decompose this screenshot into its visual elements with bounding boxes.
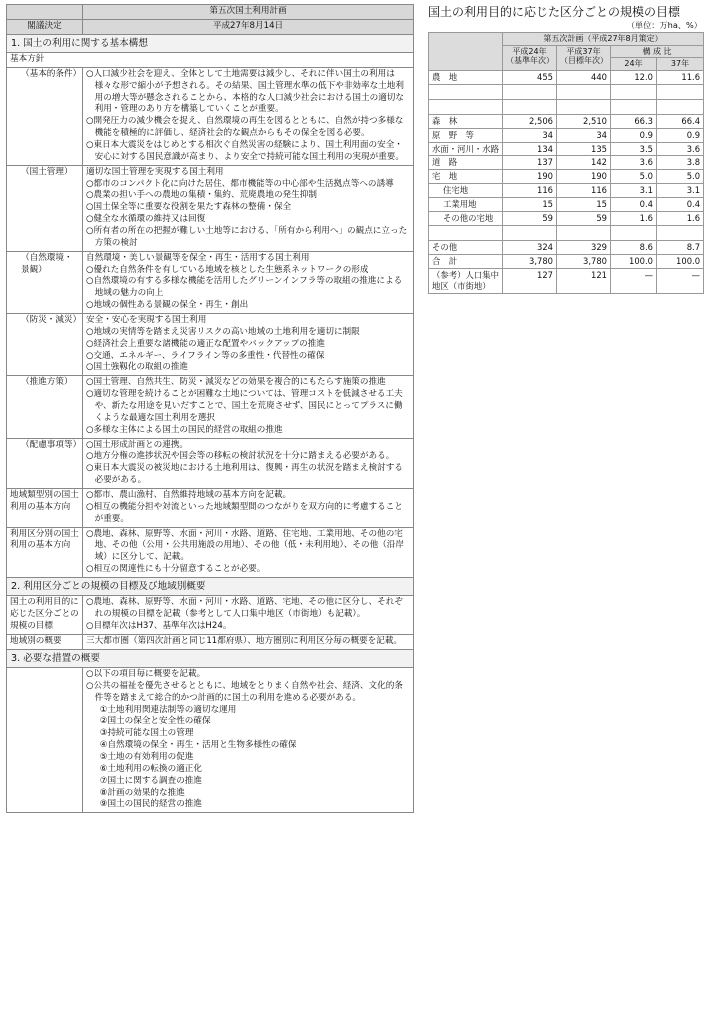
cell-v24: 34 xyxy=(503,128,557,142)
cell-r37: 11.6 xyxy=(657,70,704,84)
list-item: ○東日本大震災をはじめとする相次ぐ自然災害の経験により、国土利用面の安全・安心に対する国民意識が高まり、より安全で持続可能な国土利用の実現が重要。 xyxy=(86,139,404,162)
col-h24-sub: （基準年次） xyxy=(506,56,554,66)
row-content-nature-landscape xyxy=(83,251,414,313)
list-item: ○開発圧力の減少機会を捉え、自然環境の再生を図るとともに、自然が持つ多様な機能を積極的に評価し、経済社会的な観点からもその保全を図る必要。 xyxy=(86,116,404,139)
cell-v24: 455 xyxy=(503,70,557,84)
row-name: 宅 地 xyxy=(429,170,503,184)
row-label-use-category: 利用区分別の国土利用の基本方向 xyxy=(7,527,83,577)
section-3-title: 3. 必要な措置の概要 xyxy=(7,649,414,667)
list-item: ○地方分権の進捗状況や国会等の移転の検討状況を十分に踏まえる必要がある。 xyxy=(86,451,395,462)
col-h37-sub: （目標年次） xyxy=(560,56,608,66)
list-item: ○国土管理、自然共生、防災・減災などの効果を複合的にもたらす施策の推進 xyxy=(86,377,386,388)
row-content-land-management xyxy=(83,165,414,251)
cell-r37: 0.9 xyxy=(657,128,704,142)
cell-v37: 329 xyxy=(557,241,611,255)
row-content-scale-target xyxy=(83,596,414,635)
col-h37-header xyxy=(557,45,611,70)
cell-v37: 116 xyxy=(557,184,611,198)
row-name: その他 xyxy=(429,241,503,255)
row-content-measures xyxy=(83,667,414,812)
section-2-title: 2. 利用区分ごとの規模の目標及び地域別概要 xyxy=(7,578,414,596)
row-content-basic-conditions xyxy=(83,67,414,165)
row-name: 道 路 xyxy=(429,156,503,170)
cell-r37: 3.6 xyxy=(657,142,704,156)
list-item: ○東日本大震災の被災地における土地利用は、復興・再生の状況を踏まえ検討する必要がある。 xyxy=(86,463,403,486)
cell-r24: 5.0 xyxy=(611,170,657,184)
list-item: ○以下の項目毎に概要を記載。 xyxy=(86,668,206,679)
list-item: ○人口減少社会を迎え、全体として土地需要は減少し、それに伴い国土の利用は様々な形で縮小が予想される。その結果、国土管理水準の低下や非効率な土地利用の増大等が懸念されることから、本格的な人口減少社会における国土の適切な利用・管理のあり方を構築していくことが重要。 xyxy=(86,68,404,115)
row-content-promotion xyxy=(83,376,414,438)
measure-item: ⑧計画の効果的な推進 xyxy=(99,787,185,798)
list-heading: 適切な国土管理を実現する国土利用 xyxy=(86,166,224,177)
cell-r37: 100.0 xyxy=(657,255,704,269)
cell-v37: 142 xyxy=(557,156,611,170)
table-row xyxy=(429,170,704,184)
cell-v24: 2,506 xyxy=(503,114,557,128)
list-item: ○経済社会上重要な諸機能の適正な配置やバックアップの推進 xyxy=(86,338,325,349)
row-label-region-type: 地域類型別の国土利用の基本方向 xyxy=(7,489,83,528)
list-item: ○国土形成計画との連携。 xyxy=(86,439,189,450)
cell-v37: 135 xyxy=(557,142,611,156)
list-item: ○健全な水循環の維持又は回復 xyxy=(86,214,206,225)
table-row xyxy=(429,156,704,170)
cell-r37: 1.6 xyxy=(657,212,704,226)
table-row xyxy=(429,70,704,84)
cell-v24: 137 xyxy=(503,156,557,170)
decision-label: 閣議決定 xyxy=(7,19,83,34)
cell-r24: 3.1 xyxy=(611,184,657,198)
table-row xyxy=(429,212,704,226)
row-content-region-type xyxy=(83,489,414,528)
row-name: 工業用地 xyxy=(429,198,503,212)
list-heading: 自然環境・美しい景観等を保全・再生・活用する国土利用 xyxy=(86,252,310,263)
ratio-24-header: 24年 xyxy=(611,58,657,71)
cell-r24: — xyxy=(611,268,657,293)
cell-r37: 5.0 xyxy=(657,170,704,184)
cell-v24: 59 xyxy=(503,212,557,226)
cell-v37: 190 xyxy=(557,170,611,184)
cell-r24: 3.5 xyxy=(611,142,657,156)
table-row xyxy=(429,241,704,255)
table-row-reference xyxy=(429,268,704,293)
measure-item: ①土地利用関連法制等の適切な運用 xyxy=(99,704,237,715)
table-row xyxy=(429,128,704,142)
cell-r24: 12.0 xyxy=(611,70,657,84)
col-h24-label: 平成24年 xyxy=(512,46,547,56)
row-name: 原 野 等 xyxy=(429,128,503,142)
list-heading: 安全・安心を実現する国土利用 xyxy=(86,315,207,325)
list-item: ○公共の福祉を優先させるとともに、地域をとりまく自然や社会、経済、文化的条件等を踏まえて総合的かつ計画的に国土の利用を進める必要がある。 xyxy=(86,680,403,703)
row-name: 農 地 xyxy=(429,70,503,84)
row-label-considerations: （配慮事項等） xyxy=(7,438,83,488)
list-item: ○地域の個性ある景観の保全・再生・創出 xyxy=(86,300,249,311)
cell-v37: 440 xyxy=(557,70,611,84)
cell-r37: 66.4 xyxy=(657,114,704,128)
row-name: その他の宅地 xyxy=(429,212,503,226)
cell-r24: 66.3 xyxy=(611,114,657,128)
cell-r24: 100.0 xyxy=(611,255,657,269)
list-item: ○適切な管理を続けることが困難な土地については、管理コストを低減させる工夫や、新たな用途を見いだすことで、国土を荒廃させず、国民にとってプラスに働くような最適な国土利用を選択 xyxy=(86,389,403,423)
cell-v37: 2,510 xyxy=(557,114,611,128)
row-content-regional-overview: 三大都市圏（第四次計画と同じ11都府県）、地方圏別に利用区分毎の概要を記載。 xyxy=(83,634,414,649)
decision-date: 平成27年8月14日 xyxy=(83,19,414,34)
row-content-use-category xyxy=(83,527,414,577)
table-row xyxy=(429,184,704,198)
scale-target-table xyxy=(428,32,704,294)
measure-item: ②国土の保全と安全性の確保 xyxy=(99,716,211,727)
col-h24-header xyxy=(503,45,557,70)
cell-v24: 324 xyxy=(503,241,557,255)
measure-item: ④自然環境の保全・再生・活用と生物多様性の確保 xyxy=(99,740,297,751)
cell-v24: 116 xyxy=(503,184,557,198)
scale-target-title: 国土の利用目的に応じた区分ごとの規模の目標 xyxy=(428,5,681,19)
row-name: 合 計 xyxy=(429,255,503,269)
plan-summary-table xyxy=(6,4,414,813)
measure-item: ③持続可能な国土の管理 xyxy=(99,728,194,739)
cell-v24: 3,780 xyxy=(503,255,557,269)
list-item: ○農地、森林、原野等、水面・河川・水路、道路、住宅地、工業用地、その他の宅地、その他（公用・公共用施設の用地）、その他（低・未利用地）、その他（沿岸域）に区分して、記載。 xyxy=(86,528,404,563)
list-item: ○目標年次はH37、基準年次はH24。 xyxy=(86,621,232,631)
list-item: ○所有者の所在の把握が難しい土地等における、「所有から利用へ」の観点に立った方策の検討 xyxy=(86,225,408,248)
row-content-considerations xyxy=(83,438,414,488)
cell-r24: 8.6 xyxy=(611,241,657,255)
row-name: 住宅地 xyxy=(429,184,503,198)
row-name: （参考）人口集中地区（市街地） xyxy=(429,268,503,293)
cell-r37: 3.8 xyxy=(657,156,704,170)
row-label-basic-conditions: （基本的条件） xyxy=(7,67,83,165)
list-item: ○農業の担い手への農地の集積・集約、荒廃農地の発生抑制 xyxy=(86,190,317,201)
cell-v24: 134 xyxy=(503,142,557,156)
plan-name-header: 第五次国土利用計画 xyxy=(83,5,414,20)
row-label-nature-landscape: （自然環境・景観） xyxy=(7,251,83,313)
cell-v37: 121 xyxy=(557,268,611,293)
cell-r37: 8.7 xyxy=(657,241,704,255)
unit-note: （単位：万ha、%） xyxy=(626,20,702,30)
measure-item: ⑤土地の有効利用の促進 xyxy=(99,751,194,762)
row-label-measures-empty xyxy=(7,667,83,812)
list-item: ○国土強靱化の取組の推進 xyxy=(86,362,189,373)
section-1-title: 1. 国土の利用に関する基本構想 xyxy=(7,34,414,52)
basic-policy-label: 基本方針 xyxy=(7,52,414,67)
row-label-promotion: （推進方策） xyxy=(7,376,83,438)
list-item: ○地域の実情等を踏まえ災害リスクの高い地域の土地利用を適切に制限 xyxy=(86,326,360,337)
table-row xyxy=(429,198,704,212)
col-h37-label: 平成37年 xyxy=(566,46,601,56)
row-label-scale-target: 国土の利用目的に応じた区分ごとの規模の目標 xyxy=(7,596,83,635)
list-item: ○自然環境の有する多様な機能を活用したグリーンインフラ等の取組の推進による地域の魅力の向上 xyxy=(86,276,403,299)
cell-r37: — xyxy=(657,268,704,293)
cell-r37: 0.4 xyxy=(657,198,704,212)
row-label-land-management: （国土管理） xyxy=(7,165,83,251)
cell-v24: 127 xyxy=(503,268,557,293)
cell-r24: 0.4 xyxy=(611,198,657,212)
measure-item: ⑥土地利用の転換の適正化 xyxy=(99,763,202,774)
cell-r24: 1.6 xyxy=(611,212,657,226)
table-row-total xyxy=(429,255,704,269)
row-name: 森 林 xyxy=(429,114,503,128)
list-item: ○国土保全等に重要な役割を果たす森林の整備・保全 xyxy=(86,202,292,213)
list-item: ○相互の関連性にも十分留意することが必要。 xyxy=(86,564,266,575)
list-item: ○交通、エネルギー、ライフライン等の多重性・代替性の確保 xyxy=(86,350,325,361)
category-header-empty xyxy=(429,33,503,71)
row-label-regional-overview: 地域別の概要 xyxy=(7,634,83,649)
blank-row xyxy=(429,84,704,99)
row-name: 水面・河川・水路 xyxy=(429,142,503,156)
table-row xyxy=(429,142,704,156)
blank-row xyxy=(429,226,704,241)
blank-row xyxy=(429,99,704,114)
list-item: ○農地、森林、原野等、水面・河川・水路、道路、宅地、その他に区分し、それぞれの規模の目標を記載（参考として人口集中地区（市街地）も記載）。 xyxy=(86,597,403,620)
cell-r24: 0.9 xyxy=(611,128,657,142)
list-item: ○優れた自然条件を有している地域を核とした生態系ネットワークの形成 xyxy=(86,264,369,275)
list-item: ○都市のコンパクト化に向けた居住、都市機能等の中心部や生活拠点等への誘導 xyxy=(86,178,394,189)
row-label-disaster-prevention: （防災・減災） xyxy=(7,314,83,376)
cell-v37: 3,780 xyxy=(557,255,611,269)
measure-item: ⑨国土の国民的経営の推進 xyxy=(99,799,202,810)
cell-v24: 15 xyxy=(503,198,557,212)
cell-v37: 34 xyxy=(557,128,611,142)
list-item: ○多様な主体による国土の国民的経営の取組の推進 xyxy=(86,424,283,435)
cell-v24: 190 xyxy=(503,170,557,184)
cell-r24: 3.6 xyxy=(611,156,657,170)
cell-v37: 59 xyxy=(557,212,611,226)
ratio-37-header: 37年 xyxy=(657,58,704,71)
ratio-header: 構 成 比 xyxy=(611,45,704,58)
header-empty-cell xyxy=(7,5,83,20)
list-item: ○相互の機能分担や対流といった地域類型間のつながりを双方向的に考慮することが重要。 xyxy=(86,501,403,524)
cell-r37: 3.1 xyxy=(657,184,704,198)
measure-item: ⑦国土に関する調査の推進 xyxy=(99,775,202,786)
cell-v37: 15 xyxy=(557,198,611,212)
list-item: ○都市、農山漁村、自然維持地域の基本方向を記載。 xyxy=(86,490,292,501)
plan-header: 第五次計画（平成27年8月策定） xyxy=(503,33,704,46)
table-row xyxy=(429,114,704,128)
row-content-disaster-prevention xyxy=(83,314,414,376)
